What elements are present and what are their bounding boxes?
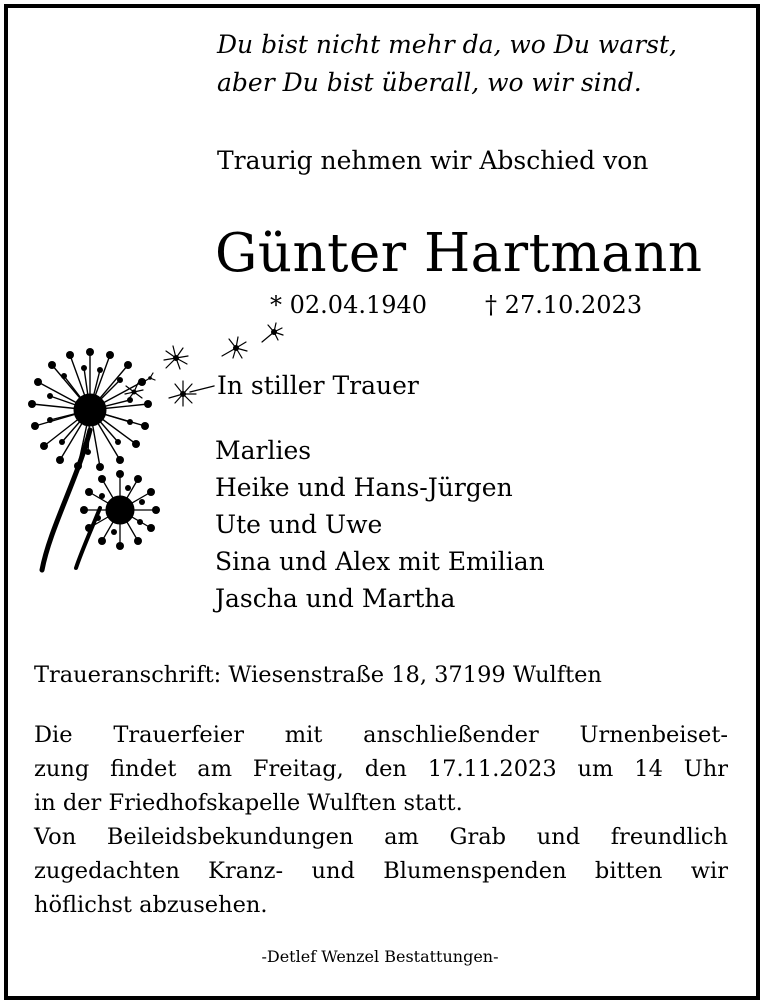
request-line-3: höflichst abzusehen.	[34, 892, 268, 918]
request-line-1: Von Beileidsbekundungen am Grab und freundlich	[34, 824, 728, 850]
poem-line-1: Du bist nicht mehr da, wo Du warst,	[217, 30, 677, 59]
funeral-home-footer: -Detlef Wenzel Bestattungen-	[261, 947, 499, 966]
request-line-2: zugedachten Kranz- und Blumenspenden bitten wir	[34, 858, 728, 884]
mourning-header: In stiller Trauer	[217, 371, 419, 400]
family-member: Heike und Hans-Jürgen	[215, 473, 513, 502]
birth-date: * 02.04.1940	[270, 291, 428, 319]
poem	[217, 26, 677, 102]
ceremony-details	[34, 718, 728, 922]
family-member: Sina und Alex mit Emilian	[215, 547, 545, 576]
family-member: Marlies	[215, 436, 312, 465]
poem-line-2: aber Du bist überall, wo wir sind.	[217, 68, 642, 97]
family-list	[215, 432, 545, 617]
intro-text: Traurig nehmen wir Abschied von	[217, 146, 649, 175]
ceremony-line-3: in der Friedhofskapelle Wulften statt.	[34, 790, 463, 816]
deceased-name: Günter Hartmann	[215, 223, 703, 284]
mourning-address: Traueranschrift: Wiesenstraße 18, 37199 Wulften	[34, 662, 602, 688]
family-member: Ute und Uwe	[215, 510, 383, 539]
death-date: † 27.10.2023	[485, 291, 643, 319]
ceremony-line-1: Die Trauerfeier mit anschließender Urnenbeiset-	[34, 722, 728, 748]
ceremony-line-2: zung findet am Freitag, den 17.11.2023 um 14 Uhr	[34, 756, 728, 782]
life-dates	[270, 288, 642, 322]
family-member: Jascha und Martha	[215, 584, 456, 613]
